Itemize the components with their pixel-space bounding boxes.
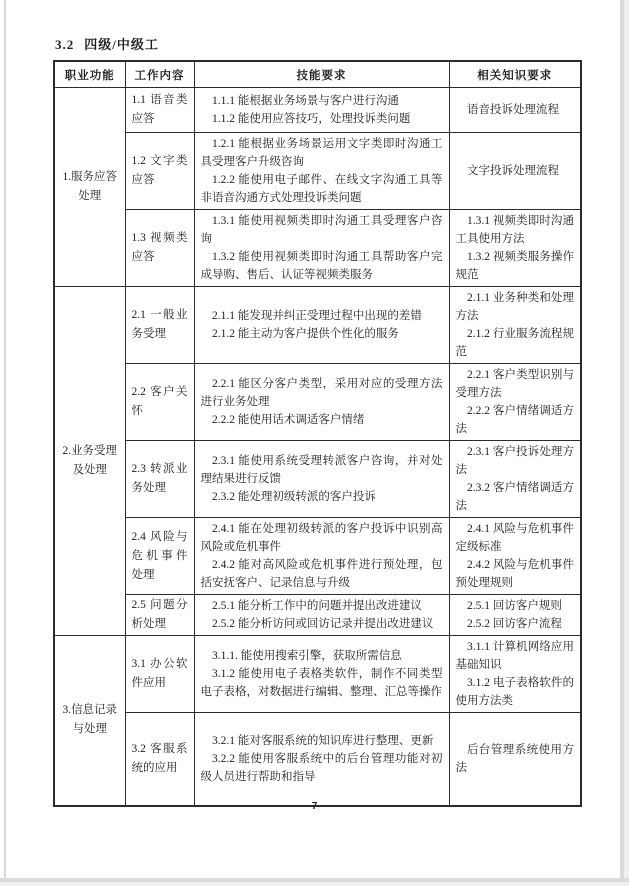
skill-item: 1.2.1 能根据业务场景运用文字类即时沟通工具受理客户升级咨询	[200, 138, 443, 168]
knowledge-requirements-cell	[449, 287, 581, 364]
skill-item: 2.1.1 能发现并纠正受理过程中出现的差错	[212, 310, 422, 322]
knowledge-requirements-cell	[449, 88, 581, 133]
skill-requirements-cell	[194, 88, 449, 133]
function-cell: 2.业务受理及处理	[54, 287, 125, 636]
knowledge-requirements-cell	[449, 518, 581, 595]
column-header-function: 职业功能	[54, 61, 125, 88]
table-row	[54, 636, 581, 713]
knowledge-item: 2.3.2 客户情绪调适方法	[455, 482, 574, 512]
skill-item: 3.2.2 能使用客服系统中的后台管理功能对初级人员进行帮助和指导	[200, 752, 443, 783]
section-label: 四级/中级工	[84, 37, 159, 52]
work-content-cell: 3.2 客服系统的应用	[125, 713, 194, 806]
knowledge-item: 2.5.1 回访客户规则	[467, 600, 562, 612]
skill-requirements-cell	[194, 210, 449, 287]
page-edge-left	[4, 0, 6, 886]
header-row	[54, 61, 581, 88]
skill-requirements-cell	[194, 595, 449, 636]
knowledge-item: 2.2.1 客户类型识别与受理方法	[455, 369, 574, 399]
knowledge-requirements-cell	[449, 636, 581, 713]
column-header-work-content: 工作内容	[125, 61, 194, 88]
skill-item: 2.3.1 能使用系统受理转派客户咨询，并对处理结果进行反馈	[200, 455, 443, 485]
table-row	[54, 88, 581, 133]
work-content-cell: 2.1 一般业务受理	[125, 287, 194, 364]
knowledge-requirements-cell	[449, 441, 581, 518]
skills-table	[53, 60, 582, 807]
table-row	[54, 364, 581, 441]
table-row	[54, 713, 581, 806]
skill-item: 2.2.2 能使用话术调适客户情绪	[212, 414, 365, 426]
skill-requirements-cell	[194, 133, 449, 210]
knowledge-item: 文字投诉处理流程	[467, 165, 559, 177]
knowledge-item: 2.3.1 客户投诉处理方法	[455, 446, 574, 476]
knowledge-item: 1.3.1 视频类即时沟通工具使用方法	[455, 215, 574, 245]
skill-item: 2.5.1 能分析工作中的问题并提出改进建议	[212, 600, 422, 612]
skill-item: 3.1.2 能使用电子表格类软件，制作不同类型电子表格，对数据进行编辑、整理、汇总等操作	[200, 668, 443, 698]
skill-item: 1.2.2 能使用电子邮件、在线文字沟通工具等非语音沟通方式处理投诉类问题	[200, 174, 443, 204]
page-number: 7	[311, 801, 318, 812]
skill-item: 1.3.2 能使用视频类即时沟通工具帮助客户完成导购、售后、认证等视频类服务	[200, 251, 443, 281]
work-content-cell: 2.4 风险与危机事件处理	[125, 518, 194, 595]
section-title	[55, 34, 159, 53]
skill-item: 1.1.1 能根据业务场景与客户进行沟通	[212, 95, 399, 107]
skill-item: 3.2.1 能对客服系统的知识库进行整理、更新	[212, 734, 434, 747]
table-row	[54, 133, 581, 210]
skill-requirements-cell	[194, 364, 449, 441]
knowledge-requirements-cell	[449, 133, 581, 210]
page-edge-bottom	[0, 878, 629, 882]
work-content-cell: 2.5 问题分析处理	[125, 595, 194, 636]
skill-item: 2.4.1 能在处理初级转派的客户投诉中识别高风险或危机事件	[200, 523, 443, 553]
knowledge-item: 语音投诉处理流程	[467, 104, 559, 116]
knowledge-item: 3.1.1 计算机网络应用基础知识	[455, 641, 574, 671]
work-content-cell: 1.1 语音类应答	[125, 88, 194, 133]
table-row	[54, 518, 581, 595]
skill-item: 2.1.2 能主动为客户提供个性化的服务	[212, 328, 399, 340]
table-row	[54, 287, 581, 364]
knowledge-item: 2.2.2 客户情绪调适方法	[455, 405, 574, 435]
knowledge-item: 3.1.2 电子表格软件的使用方法类	[455, 677, 574, 707]
skill-requirements-cell	[194, 713, 449, 806]
knowledge-item: 后台管理系统使用方法	[455, 743, 574, 774]
skill-item: 1.3.1 能使用视频类即时沟通工具受理客户咨询	[200, 215, 443, 245]
skill-item: 3.1.1. 能使用搜索引擎，获取所需信息	[212, 650, 402, 662]
knowledge-item: 2.4.1 风险与危机事件定级标准	[455, 523, 574, 553]
skill-item: 1.1.2 能使用应答技巧，处理投诉类问题	[212, 113, 411, 125]
knowledge-item: 1.3.2 视频类服务操作规范	[455, 251, 574, 281]
knowledge-requirements-cell	[449, 210, 581, 287]
skill-requirements-cell	[194, 441, 449, 518]
work-content-cell: 1.3 视频类应答	[125, 210, 194, 287]
skill-item: 2.5.2 能分析访问或回访记录并提出改进建议	[212, 618, 434, 630]
function-cell: 1.服务应答处理	[54, 88, 125, 287]
column-header-skill-requirements: 技能要求	[194, 61, 449, 88]
work-content-cell: 3.1 办公软件应用	[125, 636, 194, 713]
page-edge-right-outer	[624, 0, 629, 886]
work-content-cell: 1.2 文字类应答	[125, 133, 194, 210]
page-edge-bottom-outer	[0, 882, 629, 886]
knowledge-requirements-cell	[449, 713, 581, 806]
table-row	[54, 595, 581, 636]
knowledge-requirements-cell	[449, 595, 581, 636]
skill-requirements-cell	[194, 636, 449, 713]
skill-requirements-cell	[194, 287, 449, 364]
knowledge-item: 2.5.2 回访客户流程	[467, 618, 562, 630]
work-content-cell: 2.3 转派业务处理	[125, 441, 194, 518]
work-content-cell: 2.2 客户关怀	[125, 364, 194, 441]
skill-item: 2.3.2 能处理初级转派的客户投诉	[212, 491, 376, 503]
knowledge-item: 2.1.2 行业服务流程规范	[455, 328, 574, 358]
function-cell: 3.信息记录与处理	[54, 636, 125, 806]
table-row	[54, 441, 581, 518]
skill-requirements-cell	[194, 518, 449, 595]
column-header-knowledge-requirements: 相关知识要求	[449, 61, 581, 88]
skill-item: 2.2.1 能区分客户类型，采用对应的受理方法进行业务处理	[200, 378, 443, 408]
knowledge-item: 2.4.2 风险与危机事件预处理规则	[455, 559, 574, 589]
knowledge-item: 2.1.1 业务种类和处理方法	[455, 292, 574, 322]
table-row	[54, 210, 581, 287]
section-number: 3.2	[55, 37, 75, 52]
knowledge-requirements-cell	[449, 364, 581, 441]
page-edge-right	[620, 0, 624, 886]
skill-item: 2.4.2 能对高风险或危机事件进行预处理，包括安抚客户、记录信息与升级	[200, 559, 443, 589]
